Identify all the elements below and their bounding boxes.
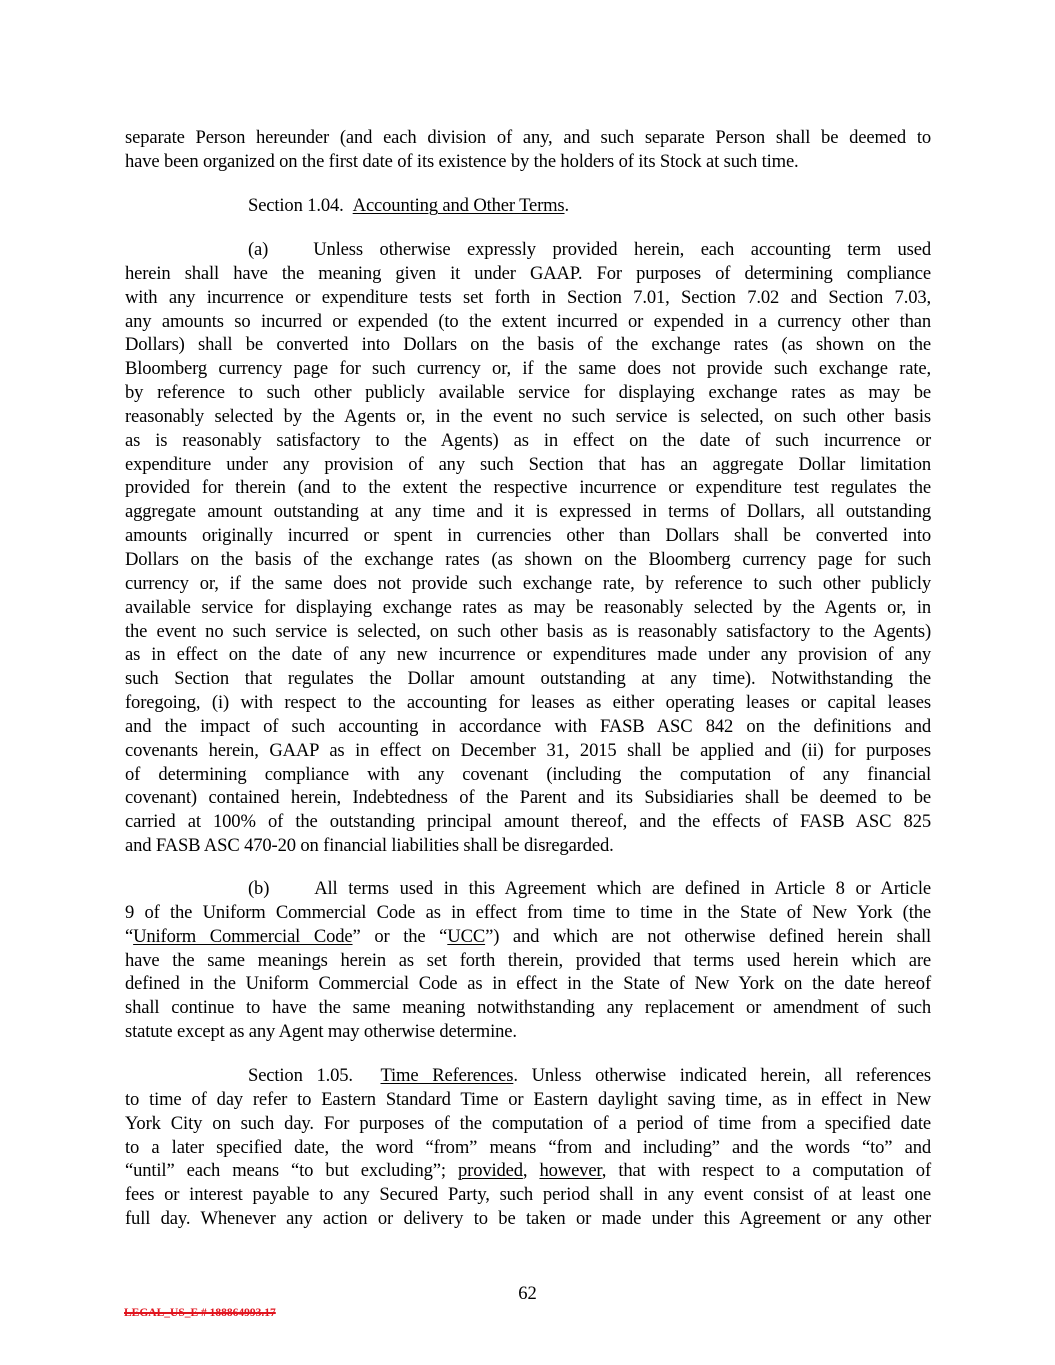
section-title: Accounting and Other Terms — [352, 195, 565, 216]
text-line: available service for displaying exchange rates as may be reasonably selected by the Agents or, in — [125, 596, 931, 618]
text-line: expenditure under any provision of any such Section that has an aggregate Dollar limitation — [125, 453, 931, 475]
defined-term-ucc: UCC — [447, 925, 486, 947]
text-line: defined in the Uniform Commercial Code as in effect in the State of New York on the date hereof — [125, 973, 931, 995]
text-line: to a later specified date, the word “from” means “from and including” and the words “to” and — [125, 1136, 931, 1158]
text-line: aggregate amount outstanding at any time and it is expressed in terms of Dollars, all outstanding — [125, 501, 931, 523]
text-line: and the impact of such accounting in accordance with FASB ASC 842 on the definitions and — [125, 715, 931, 737]
text-line: (b) All terms used in this Agreement which are defined in Article 8 or Article — [248, 878, 931, 899]
text-line: separate Person hereunder (and each division of any, and such separate Person shall be deemed to — [125, 127, 931, 148]
paragraph-a — [125, 238, 931, 858]
paragraph-label: (b) — [248, 878, 270, 899]
text-line: carried at 100% of the outstanding principal amount thereof, and the effects of FASB ASC 825 — [125, 811, 931, 833]
paragraph-label: (a) — [248, 239, 269, 260]
text-line: as is reasonably satisfactory to the Agents) as in effect on the date of such incurrence or — [125, 429, 931, 451]
text-line: 9 of the Uniform Commercial Code as in effect from time to time in the State of New York (the — [125, 901, 931, 923]
text-line: shall continue to have the same meaning notwithstanding any replacement or amendment of such — [125, 997, 931, 1019]
text-line: covenant) contained herein, Indebtedness of the Parent and its Subsidiaries shall be deemed to be — [125, 787, 931, 809]
text-line: Dollars) shall be converted into Dollars on the basis of the exchange rates (as shown on the — [125, 334, 931, 356]
text-line: of determining compliance with any covenant (including the computation of any financial — [125, 763, 931, 785]
paragraph-b — [125, 877, 931, 1044]
text-line: reasonably selected by the Agents or, in the event no such service is selected, on such other basis — [125, 405, 931, 427]
text-line: and FASB ASC 470-20 on financial liabilities shall be disregarded. — [125, 835, 614, 857]
text-line: York City on such day. For purposes of the computation of a period of time from a specified date — [125, 1112, 931, 1134]
text-line: covenants herein, GAAP as in effect on December 31, 2015 shall be applied and (ii) for purposes — [125, 739, 931, 761]
text-line: have the same meanings herein as set forth therein, provided that terms used herein which are — [125, 949, 931, 971]
text-line: (a) Unless otherwise expressly provided herein, each accounting term used — [248, 239, 931, 260]
text-line: provided for therein (and to the extent the respective incurrence or expenditure test regulates the — [125, 477, 931, 499]
section-title: Time References — [380, 1065, 514, 1086]
text-line: “until” each means “to but excluding”; provided, however, that with respect to a computation of — [125, 1160, 931, 1182]
section-number: Section 1.04. — [248, 195, 344, 216]
text-line: as in effect on the date of any new incurrence or expenditures made under any provision of any — [125, 644, 931, 666]
opening-paragraph — [125, 126, 931, 174]
text-line: Bloomberg currency page for such currency or, if the same does not provide such exchange rate, — [125, 358, 931, 380]
text-line: fees or interest payable to any Secured Party, such period shall in any event consist of at least one — [125, 1184, 931, 1206]
text-line: herein shall have the meaning given it under GAAP. For purposes of determining compliance — [125, 262, 931, 284]
defined-term-ucc-full: Uniform Commercial Code — [133, 925, 353, 947]
text-line: by reference to such other publicly available service for displaying exchange rates as may be — [125, 382, 931, 404]
section-1-05 — [125, 1064, 931, 1231]
text-line: Section 1.05. Time References. Unless otherwise indicated herein, all references — [248, 1065, 931, 1086]
text-line: have been organized on the first date of its existence by the holders of its Stock at such time. — [125, 150, 799, 172]
text-line: any amounts so incurred or expended (to the extent incurred or expended in a currency other than — [125, 310, 931, 332]
text-line: the event no such service is selected, on such other basis as is reasonably satisfactory to the Agents) — [125, 620, 931, 642]
text-line: such Section that regulates the Dollar amount outstanding at any time). Notwithstanding the — [125, 668, 931, 690]
text-line: statute except as any Agent may otherwise determine. — [125, 1021, 517, 1043]
document-id: LEGAL_US_E # 188864993.17 — [124, 1307, 276, 1319]
provided-term: provided — [458, 1160, 523, 1182]
section-1-04-heading: Section 1.04. Accounting and Other Terms. — [248, 195, 570, 216]
text-line: foregoing, (i) with respect to the accounting for leases as either operating leases or capital leases — [125, 692, 931, 714]
text-line: full day. Whenever any action or delivery to be taken or made under this Agreement or any other — [125, 1208, 931, 1230]
however-term: however — [539, 1160, 602, 1182]
text-line: “Uniform Commercial Code” or the “UCC”) and which are not otherwise defined herein shall — [125, 925, 932, 947]
text-line: currency or, if the same does not provide such exchange rate, by reference to such other publicly — [125, 572, 931, 594]
section-number: Section 1.05. — [248, 1065, 353, 1086]
page-number: 62 — [518, 1283, 537, 1304]
text-line: amounts originally incurred or spent in currencies other than Dollars shall be converted into — [125, 525, 931, 547]
text-line: Dollars on the basis of the exchange rates (as shown on the Bloomberg currency page for such — [125, 548, 931, 570]
text-line: to time of day refer to Eastern Standard Time or Eastern daylight saving time, as in effect in New — [125, 1088, 931, 1110]
text-line: with any incurrence or expenditure tests set forth in Section 7.01, Section 7.02 and Section 7.03, — [125, 286, 931, 308]
